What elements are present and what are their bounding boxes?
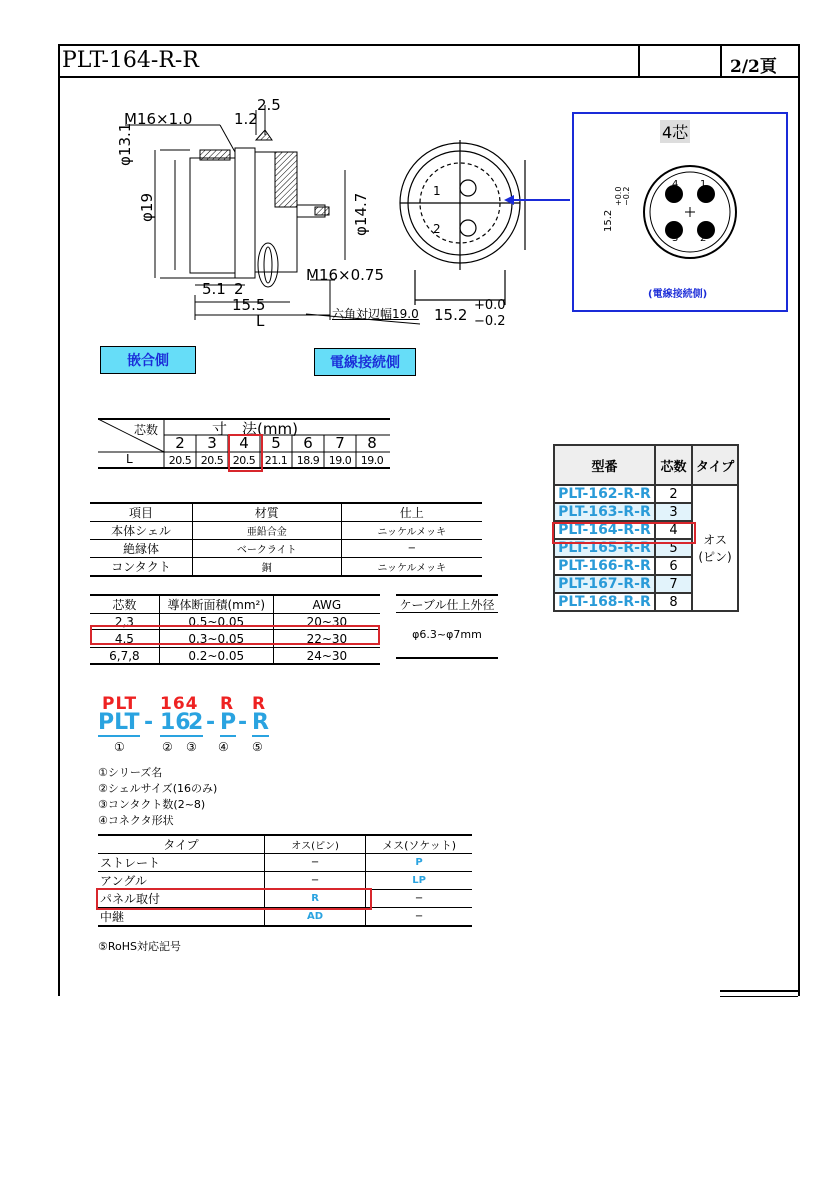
- pn-blue-part: -: [206, 710, 216, 735]
- pin-label: 2: [700, 233, 707, 244]
- dim-label: 2.5: [257, 96, 281, 114]
- model-number: PLT-167-R-R: [554, 575, 655, 593]
- table-cell: AD: [264, 908, 365, 927]
- dim-label: φ14.7: [352, 192, 370, 236]
- pn-red-part: PLT: [102, 694, 138, 714]
- table-cell: ニッケルメッキ: [341, 522, 482, 540]
- dim-table-header: 寸 法(mm): [212, 420, 298, 438]
- wiring-side-label: 電線接続側: [314, 348, 416, 376]
- material-table: [90, 502, 482, 577]
- core-count: 5: [271, 434, 281, 452]
- table-cell: −: [366, 908, 472, 927]
- table-cell: 中継: [100, 910, 125, 924]
- table-cell: ニッケルメッキ: [341, 558, 482, 577]
- highlight-box: [228, 434, 263, 472]
- pn-marker: ④: [218, 740, 229, 754]
- table-cell: ベークライト: [192, 540, 341, 558]
- dim-label: 1.2: [234, 110, 258, 128]
- pn-red-part: R: [252, 694, 267, 714]
- pn-blue-part: 2: [188, 710, 204, 735]
- type-value: オス (ピン): [692, 485, 738, 611]
- model-number: PLT-163-R-R: [554, 503, 655, 521]
- footer-line: [720, 990, 798, 997]
- pn-marker: ①: [114, 740, 125, 754]
- table-cell: 20~30: [273, 614, 380, 630]
- pn-blue-part: 16: [160, 710, 191, 735]
- table-cell: 2,3: [114, 614, 134, 629]
- table-cell: コンタクト: [111, 560, 171, 574]
- table-header: 導体断面積(mm²): [159, 595, 273, 614]
- table-header: 仕上: [341, 503, 482, 522]
- highlight-box: [90, 625, 380, 645]
- dim-label: 5.1: [202, 280, 226, 298]
- dim-value: 20.5: [232, 454, 256, 467]
- dim-value: 18.9: [296, 454, 320, 467]
- table-cell: アングル: [100, 874, 147, 888]
- dim-label: 15.5: [232, 296, 266, 314]
- cable-value: φ6.3~φ7mm: [396, 611, 498, 659]
- pin-label: 4: [672, 179, 679, 190]
- thread-spec-label: M16×1.0: [124, 110, 193, 128]
- inset-dim: 15.2: [603, 209, 614, 232]
- highlight-box: [552, 522, 696, 544]
- tolerance-label: −0.2: [474, 314, 506, 329]
- model-number: PLT-164-R-R: [554, 521, 655, 539]
- pn-marker: ⑤: [252, 740, 263, 754]
- core-count: 7: [335, 434, 345, 452]
- table-cell: 亜鉛合金: [192, 522, 341, 540]
- header-divider: [638, 44, 640, 78]
- pn-blue-part: -: [238, 710, 248, 735]
- core-count: 3: [207, 434, 217, 452]
- table-header: タイプ: [692, 445, 738, 485]
- table-cell: 本体シェル: [111, 524, 171, 538]
- page-number: 2/2頁: [730, 57, 777, 77]
- highlight-box: [96, 888, 372, 910]
- legend-item: ②シェルサイズ(16のみ): [98, 782, 218, 795]
- table-cell: 4,5: [114, 631, 134, 646]
- dim-value: 20.5: [168, 454, 192, 467]
- table-cell: −: [264, 872, 365, 890]
- pn-marker: ③: [186, 740, 197, 754]
- model-number: PLT-165-R-R: [554, 539, 655, 557]
- inset-tol: −0.2: [622, 186, 631, 206]
- table-cell: −: [264, 854, 365, 872]
- inset-title: 4芯: [660, 120, 690, 143]
- dim-table-cores: [164, 434, 390, 452]
- table-cell: P: [366, 854, 472, 872]
- table-cell: 0.2~0.05: [159, 648, 273, 665]
- inset-caption: (電線接続側): [648, 289, 708, 300]
- mating-side-label: 嵌合側: [100, 346, 196, 374]
- pn-red-part: 164: [160, 694, 199, 714]
- pn-red-part: R: [220, 694, 235, 714]
- table-header: AWG: [273, 595, 380, 614]
- table-cell: 6,7,8: [109, 648, 140, 663]
- core-count: 2: [655, 485, 692, 503]
- core-count: 3: [655, 503, 692, 521]
- model-number: PLT-168-R-R: [554, 593, 655, 611]
- table-cell: −: [366, 890, 472, 908]
- table-header: 型番: [554, 445, 655, 485]
- core-count: 4: [655, 521, 692, 539]
- core-count: 5: [655, 539, 692, 557]
- dim-row-label: L: [126, 452, 133, 466]
- core-count: 8: [655, 593, 692, 611]
- pn-blue-part: P: [220, 710, 237, 735]
- table-cell: 24~30: [273, 648, 380, 665]
- pn-marker: ②: [162, 740, 173, 754]
- legend-item: ③コンタクト数(2~8): [98, 798, 206, 811]
- table-header: オス(ピン): [264, 835, 365, 854]
- dim-table-corner: 芯数: [134, 423, 159, 437]
- table-header: 芯数: [655, 445, 692, 485]
- table-cell: −: [341, 540, 482, 558]
- table-header: 芯数: [112, 598, 137, 612]
- core-count: 4: [239, 434, 249, 452]
- thread-spec-label: M16×0.75: [306, 266, 384, 284]
- table-header: メス(ソケット): [366, 835, 472, 854]
- pn-blue-part: PLT: [98, 710, 140, 735]
- table-cell: 22~30: [273, 630, 380, 648]
- core-count: 7: [655, 575, 692, 593]
- type-table: [98, 834, 472, 927]
- table-cell: 絶縁体: [122, 542, 159, 556]
- dim-table-values: [164, 454, 390, 467]
- table-cell: 0.3~0.05: [159, 630, 273, 648]
- pn-blue-part: -: [144, 710, 154, 735]
- table-cell: 銅: [192, 558, 341, 577]
- legend-item: ⑤RoHS対応記号: [98, 940, 181, 953]
- table-cell: R: [264, 890, 365, 908]
- model-number: PLT-162-R-R: [554, 485, 655, 503]
- dim-label: φ13.1: [116, 122, 134, 166]
- dim-value: 19.0: [360, 454, 384, 467]
- core-count: 6: [655, 557, 692, 575]
- dim-label: 15.2: [434, 306, 468, 324]
- table-header: 項目: [128, 506, 153, 520]
- dim-label: 2: [234, 280, 244, 298]
- core-count: 8: [367, 434, 377, 452]
- table-cell: ストレート: [100, 856, 161, 870]
- dim-value: 20.5: [200, 454, 224, 467]
- table-cell: パネル取付: [100, 892, 161, 906]
- dim-label: φ19: [138, 193, 156, 222]
- pin-label: 3: [672, 233, 679, 244]
- page-title: PLT-164-R-R: [62, 48, 199, 73]
- inset-tol: +0.0: [614, 186, 623, 206]
- table-cell: LP: [366, 872, 472, 890]
- tolerance-label: +0.0: [474, 298, 506, 313]
- pin-label: 1: [700, 179, 707, 190]
- table-cell: 0.5~0.05: [159, 614, 273, 630]
- table-header: タイプ: [163, 838, 199, 852]
- model-number: PLT-166-R-R: [554, 557, 655, 575]
- legend-item: ④コネクタ形状: [98, 814, 174, 827]
- table-header: 材質: [192, 503, 341, 522]
- pin-layout-diagram: [630, 160, 750, 260]
- legend-item: ①シリーズ名: [98, 766, 163, 779]
- dim-label: L: [256, 312, 265, 330]
- core-count: 6: [303, 434, 313, 452]
- pin-number: 1: [433, 184, 441, 198]
- dim-value: 21.1: [264, 454, 288, 467]
- header-divider: [720, 44, 722, 78]
- pn-blue-part: R: [252, 710, 269, 735]
- cable-header: ケーブル仕上外径: [396, 594, 498, 613]
- dim-value: 19.0: [328, 454, 352, 467]
- pin-number: 2: [433, 222, 441, 236]
- core-count: 2: [175, 434, 185, 452]
- hex-width-label: 六角対辺幅19.0: [332, 307, 419, 321]
